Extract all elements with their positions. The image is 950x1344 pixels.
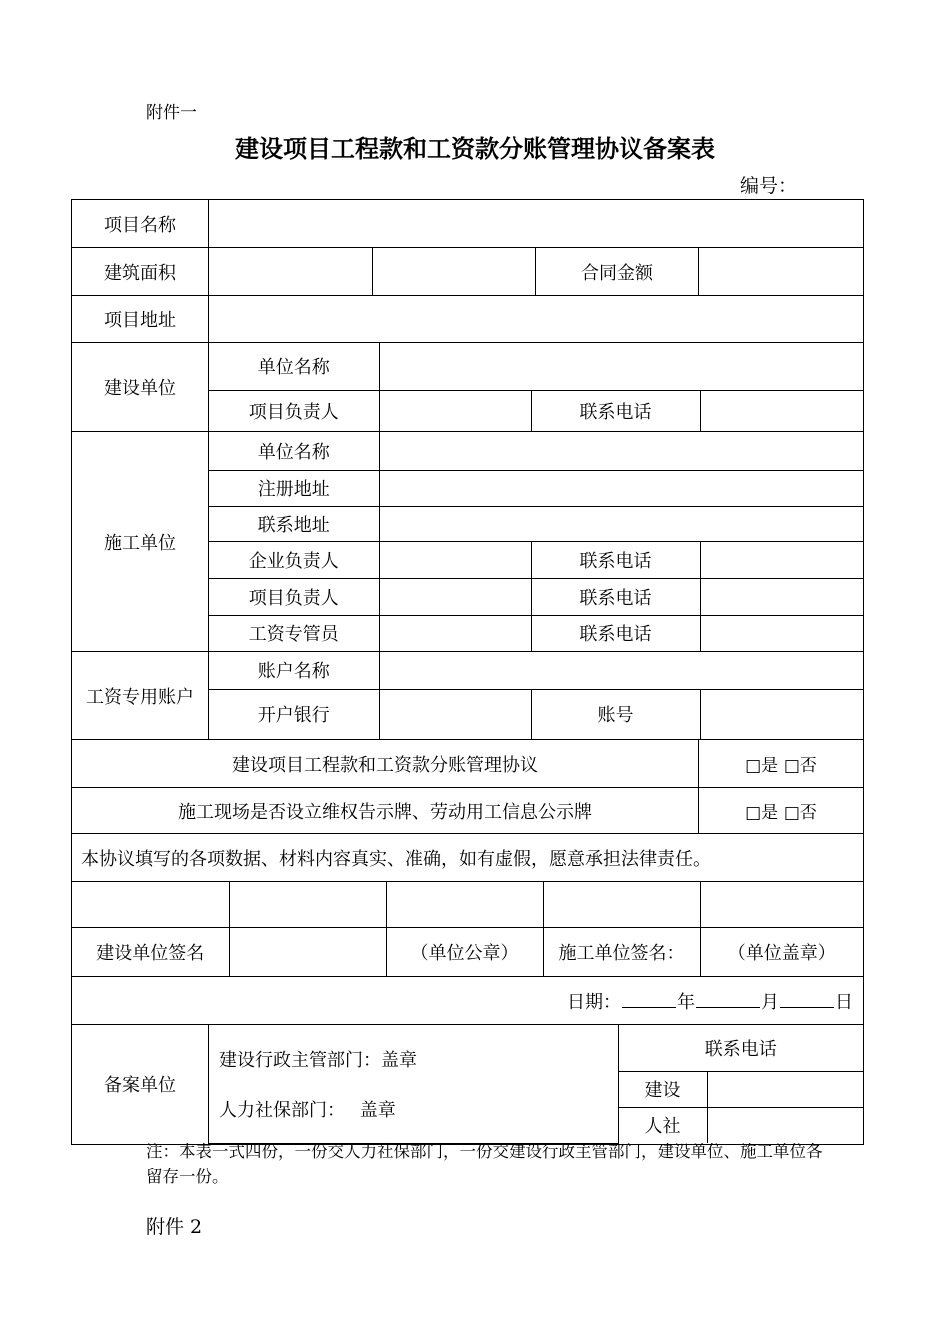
day-blank[interactable] — [780, 989, 834, 1008]
contractor-unit-name-field[interactable] — [379, 432, 863, 470]
agreement-question-label: 建设项目工程款和工资款分账管理协议 — [72, 740, 699, 788]
contract-amount-label: 合同金额 — [536, 248, 699, 296]
bank-field[interactable] — [379, 689, 531, 739]
construction-unit-label: 建设单位 — [72, 343, 209, 432]
account-name-field[interactable] — [379, 652, 863, 689]
enterprise-leader-field[interactable] — [379, 541, 531, 578]
wage-manager-phone-field[interactable] — [700, 615, 863, 651]
filing-departments — [209, 1025, 618, 1143]
filing-unit-label: 备案单位 — [72, 1025, 209, 1145]
account-no-label: 账号 — [531, 689, 700, 739]
filing-section — [72, 1025, 864, 1145]
signature-blank-3[interactable] — [386, 882, 543, 927]
signature-blank-4[interactable] — [543, 882, 700, 927]
project-address-field[interactable] — [209, 296, 864, 343]
registered-address-label: 注册地址 — [209, 470, 379, 506]
address-row — [72, 296, 864, 343]
hr-dept-seal: 人力社保部门： 盖章 — [219, 1099, 396, 1121]
project-name-field[interactable] — [209, 200, 864, 248]
date-row — [72, 977, 864, 1025]
wage-account-label: 工资专用账户 — [72, 652, 209, 740]
registered-address-field[interactable] — [379, 470, 863, 506]
signature-section — [72, 882, 864, 977]
project-address-label: 项目地址 — [72, 296, 209, 343]
contract-amount-field[interactable] — [699, 248, 864, 296]
day-label: 日 — [835, 991, 854, 1013]
housing-phone-field[interactable] — [707, 1071, 863, 1107]
contact-address-field[interactable] — [379, 506, 863, 541]
contractor-project-leader-label: 项目负责人 — [209, 578, 379, 615]
hr-phone-field[interactable] — [707, 1107, 863, 1143]
construction-unit-name-field[interactable] — [379, 343, 863, 390]
construction-unit-section — [72, 343, 864, 432]
area-field-2[interactable] — [373, 248, 536, 296]
wage-manager-field[interactable] — [379, 615, 531, 651]
serial-number-label: 编号： — [740, 175, 798, 197]
construction-project-leader-label: 项目负责人 — [209, 390, 379, 431]
notice-no-checkbox[interactable]: □否 — [783, 803, 817, 823]
filing-phone-label: 联系电话 — [618, 1025, 863, 1071]
agreement-no-checkbox[interactable]: □否 — [783, 756, 817, 776]
month-blank[interactable] — [696, 989, 760, 1008]
footer-note: 注：本表一式四份，一份交人力社保部门，一份交建设行政主管部门，建设单位、施工单位各留存一份。 — [146, 1142, 823, 1186]
contractor-sign-label: 施工单位签名： — [543, 927, 700, 976]
contractor-unit-name-label: 单位名称 — [209, 432, 379, 470]
notice-board-question-options — [699, 788, 864, 834]
area-label: 建筑面积 — [72, 248, 209, 296]
year-blank[interactable] — [622, 989, 676, 1008]
contact-address-label: 联系地址 — [209, 506, 379, 541]
construction-project-leader-field[interactable] — [379, 390, 531, 431]
signature-blank-2[interactable] — [229, 882, 386, 927]
contractor-project-leader-field[interactable] — [379, 578, 531, 615]
contractor-seal-label: （单位盖章） — [700, 927, 863, 976]
agreement-question-options — [699, 740, 864, 788]
notice-yes-checkbox[interactable]: □是 — [745, 803, 779, 823]
agreement-yes-checkbox[interactable]: □是 — [745, 756, 779, 776]
enterprise-phone-field[interactable] — [700, 541, 863, 578]
wage-manager-phone-label: 联系电话 — [531, 615, 700, 651]
area-row — [72, 248, 864, 296]
bank-label: 开户银行 — [209, 689, 379, 739]
construction-phone-field[interactable] — [700, 390, 863, 431]
enterprise-phone-label: 联系电话 — [531, 541, 700, 578]
housing-short-label: 建设 — [618, 1071, 707, 1107]
enterprise-leader-label: 企业负责人 — [209, 541, 379, 578]
page-title: 建设项目工程款和工资款分账管理协议备案表 — [235, 134, 715, 163]
month-label: 月 — [761, 991, 780, 1013]
housing-dept-seal: 建设行政主管部门：盖章 — [219, 1049, 417, 1071]
attachment-label: 附件一 — [146, 103, 197, 123]
construction-sign-label: 建设单位签名 — [72, 927, 229, 976]
project-name-label: 项目名称 — [72, 200, 209, 248]
project-name-row — [72, 200, 864, 248]
account-no-field[interactable] — [700, 689, 863, 739]
hr-short-label: 人社 — [618, 1107, 707, 1143]
date-line — [72, 977, 864, 1025]
notice-board-question-row — [72, 788, 864, 834]
year-label: 年 — [677, 991, 696, 1013]
filing-form-table — [71, 199, 864, 1145]
notice-board-question-label: 施工现场是否设立维权告示牌、劳动用工信息公示牌 — [72, 788, 699, 834]
wage-manager-label: 工资专管员 — [209, 615, 379, 651]
construction-seal-label: （单位公章） — [386, 927, 543, 976]
construction-unit-name-label: 单位名称 — [209, 343, 379, 390]
area-field-1[interactable] — [209, 248, 373, 296]
declaration-row — [72, 834, 864, 882]
contractor-leader-phone-label: 联系电话 — [531, 578, 700, 615]
construction-phone-label: 联系电话 — [531, 390, 700, 431]
contractor-unit-section — [72, 432, 864, 652]
wage-account-section — [72, 652, 864, 740]
construction-sign-field[interactable] — [229, 927, 386, 976]
declaration-text: 本协议填写的各项数据、材料内容真实、准确，如有虚假，愿意承担法律责任。 — [72, 834, 864, 882]
contractor-leader-phone-field[interactable] — [700, 578, 863, 615]
agreement-question-row — [72, 740, 864, 788]
account-name-label: 账户名称 — [209, 652, 379, 689]
contractor-unit-label: 施工单位 — [72, 432, 209, 652]
date-prefix: 日期： — [567, 991, 622, 1013]
attachment-2-label: 附件 2 — [146, 1216, 203, 1238]
signature-blank-5[interactable] — [700, 882, 863, 927]
signature-blank-1[interactable] — [72, 882, 229, 927]
